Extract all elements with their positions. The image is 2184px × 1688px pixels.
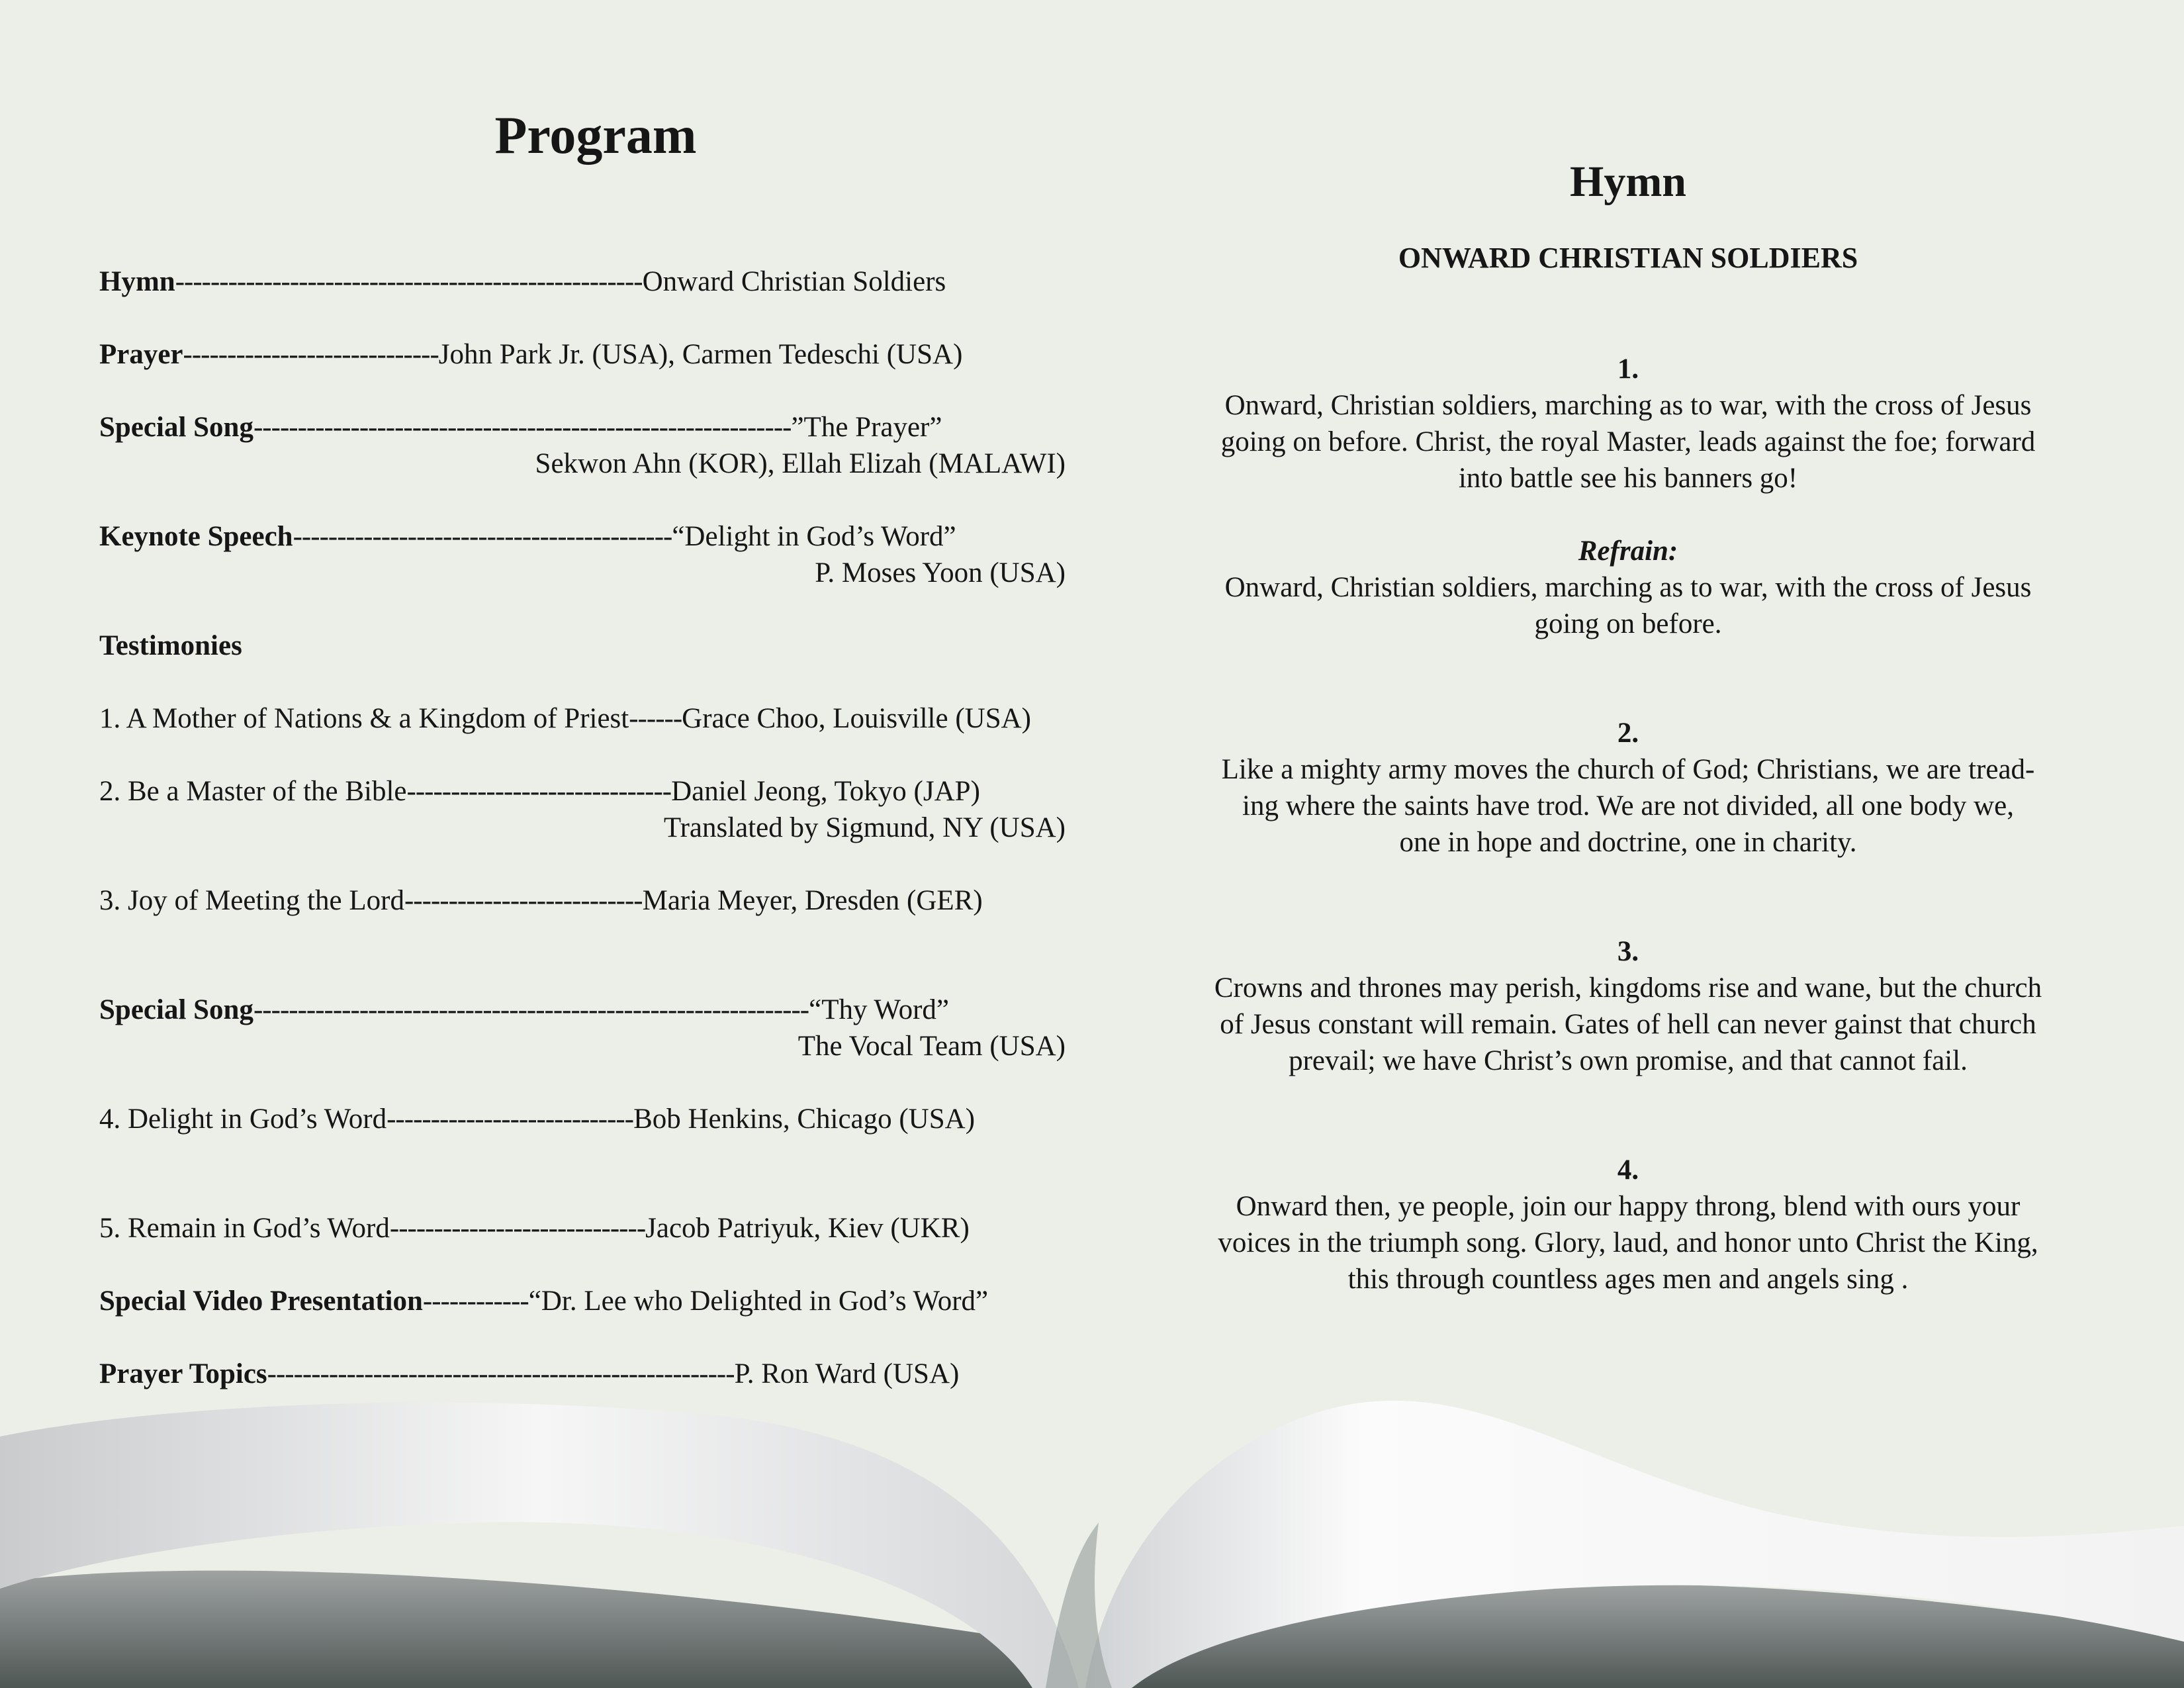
special-song-performers: Sekwon Ahn (KOR), Ellah Elizah (MALAWI)	[535, 448, 1066, 479]
leader-dots: -----------------------------------------------------	[267, 1358, 735, 1389]
program-title: Program	[494, 107, 697, 165]
item-label: Prayer Topics	[99, 1358, 267, 1389]
item-value: “Delight in God’s Word”	[672, 521, 956, 552]
testimony-item	[99, 1101, 1066, 1137]
special-song-performers: The Vocal Team (USA)	[797, 1031, 1066, 1062]
leader-dots: ---------------------------------------------------------------	[253, 994, 809, 1025]
item-label: Special Song	[99, 994, 253, 1025]
program-item-special-song	[99, 992, 1066, 1028]
hymn-verse	[1178, 1152, 2078, 1297]
testimony-title: 5. Remain in God’s Word	[99, 1213, 390, 1244]
verse-line: prevail; we have Christ’s own promise, and that cannot fail.	[1289, 1045, 1968, 1076]
testimony-title: 3. Joy of Meeting the Lord	[99, 885, 404, 916]
verse-line: into battle see his banners go!	[1458, 463, 1798, 494]
verse-line: of Jesus constant will remain. Gates of hell can never gainst that church	[1220, 1009, 2036, 1040]
testimony-item	[99, 1210, 1066, 1246]
verse-line: voices in the triumph song. Glory, laud, and honor unto Christ the King,	[1218, 1227, 2038, 1258]
verse-line: Like a mighty army moves the church of God; Christians, we are tread-	[1221, 754, 2035, 785]
verse-line: going on before. Christ, the royal Master, leads against the foe; forward	[1220, 426, 2036, 457]
open-bible-image	[0, 1357, 2184, 1688]
testimony-title: 4. Delight in God’s Word	[99, 1103, 387, 1135]
verse-number: 3.	[1617, 936, 1639, 967]
testimony-item	[99, 882, 1066, 919]
verse-line: one in hope and doctrine, one in charity.	[1399, 827, 1857, 858]
hymn-verse	[1178, 933, 2078, 1079]
program-item-video	[99, 1283, 1066, 1319]
verse-line: Crowns and thrones may perish, kingdoms rise and wane, but the church	[1214, 972, 2042, 1004]
verse-number: 4.	[1617, 1154, 1639, 1186]
program-item-special-song	[99, 409, 1066, 445]
item-value: “Thy Word”	[809, 994, 949, 1025]
program-item-keynote	[99, 518, 1066, 555]
refrain-line: Onward, Christian soldiers, marching as to war, with the cross of Jesus	[1224, 572, 2032, 603]
refrain-line: going on before.	[1534, 608, 1722, 639]
testimony-item	[99, 773, 1066, 810]
book-spine-shadow	[1046, 1523, 1112, 1688]
hymn-refrain	[1178, 533, 2078, 642]
verse-line: Onward then, ye people, join our happy throng, blend with ours your	[1236, 1191, 2021, 1222]
item-value: ”The Prayer”	[791, 412, 942, 443]
item-label: Hymn	[99, 266, 175, 297]
item-label: Keynote Speech	[99, 521, 293, 552]
leader-dots: ------------	[422, 1286, 529, 1317]
leader-dots: -----------------------------	[183, 339, 439, 370]
leader-dots: ------------------------------	[406, 776, 672, 807]
hymn-song-title: ONWARD CHRISTIAN SOLDIERS	[1398, 242, 1858, 274]
item-value: P. Ron Ward (USA)	[734, 1358, 960, 1389]
verse-line: ing where the saints have trod. We are not divided, all one body we,	[1242, 790, 2014, 821]
program-item-prayer-topics	[99, 1356, 1066, 1392]
leader-dots: ---------------------------	[404, 885, 643, 916]
item-value: Onward Christian Soldiers	[642, 266, 946, 297]
testimony-speaker: Maria Meyer, Dresden (GER)	[642, 885, 983, 916]
leader-dots: -------------------------------------------	[293, 521, 672, 552]
testimony-speaker: Daniel Jeong, Tokyo (JAP)	[671, 776, 980, 807]
testimony-title: 2. Be a Master of the Bible	[99, 776, 407, 807]
keynote-speaker: P. Moses Yoon (USA)	[815, 557, 1066, 588]
hymn-verse	[1178, 715, 2078, 861]
leader-dots: ------	[629, 703, 682, 734]
refrain-label: Refrain:	[1578, 536, 1678, 567]
testimony-speaker: Bob Henkins, Chicago (USA)	[633, 1103, 976, 1135]
program-item-hymn	[99, 263, 1066, 300]
item-value: “Dr. Lee who Delighted in God’s Word”	[528, 1286, 989, 1317]
verse-line: Onward, Christian soldiers, marching as to war, with the cross of Jesus	[1224, 390, 2032, 421]
testimony-translator: Translated by Sigmund, NY (USA)	[663, 812, 1066, 843]
testimonies-heading	[99, 628, 1066, 664]
testimony-speaker: Jacob Patriyuk, Kiev (UKR)	[645, 1213, 970, 1244]
verse-number: 2.	[1617, 718, 1639, 749]
item-label: Special Video Presentation	[99, 1286, 423, 1317]
item-label: Prayer	[99, 339, 183, 370]
leader-dots: -------------------------------------------------------------	[253, 412, 792, 443]
leader-dots: -----------------------------	[389, 1213, 646, 1244]
leader-dots: ----------------------------	[387, 1103, 634, 1135]
hymn-title: Hymn	[1569, 158, 1687, 206]
program-item-prayer	[99, 336, 1066, 373]
leader-dots: -----------------------------------------------------	[175, 266, 643, 297]
verse-number: 1.	[1617, 353, 1639, 385]
testimony-speaker: Grace Choo, Louisville (USA)	[682, 703, 1031, 734]
item-value: John Park Jr. (USA), Carmen Tedeschi (USA)	[438, 339, 963, 370]
hymn-verse	[1178, 351, 2078, 496]
testimony-item	[99, 700, 1066, 737]
item-label: Special Song	[99, 412, 253, 443]
testimony-title: 1. A Mother of Nations & a Kingdom of Priest	[99, 703, 629, 734]
verse-line: this through countless ages men and angels sing .	[1347, 1264, 1909, 1295]
item-label: Testimonies	[99, 630, 242, 661]
